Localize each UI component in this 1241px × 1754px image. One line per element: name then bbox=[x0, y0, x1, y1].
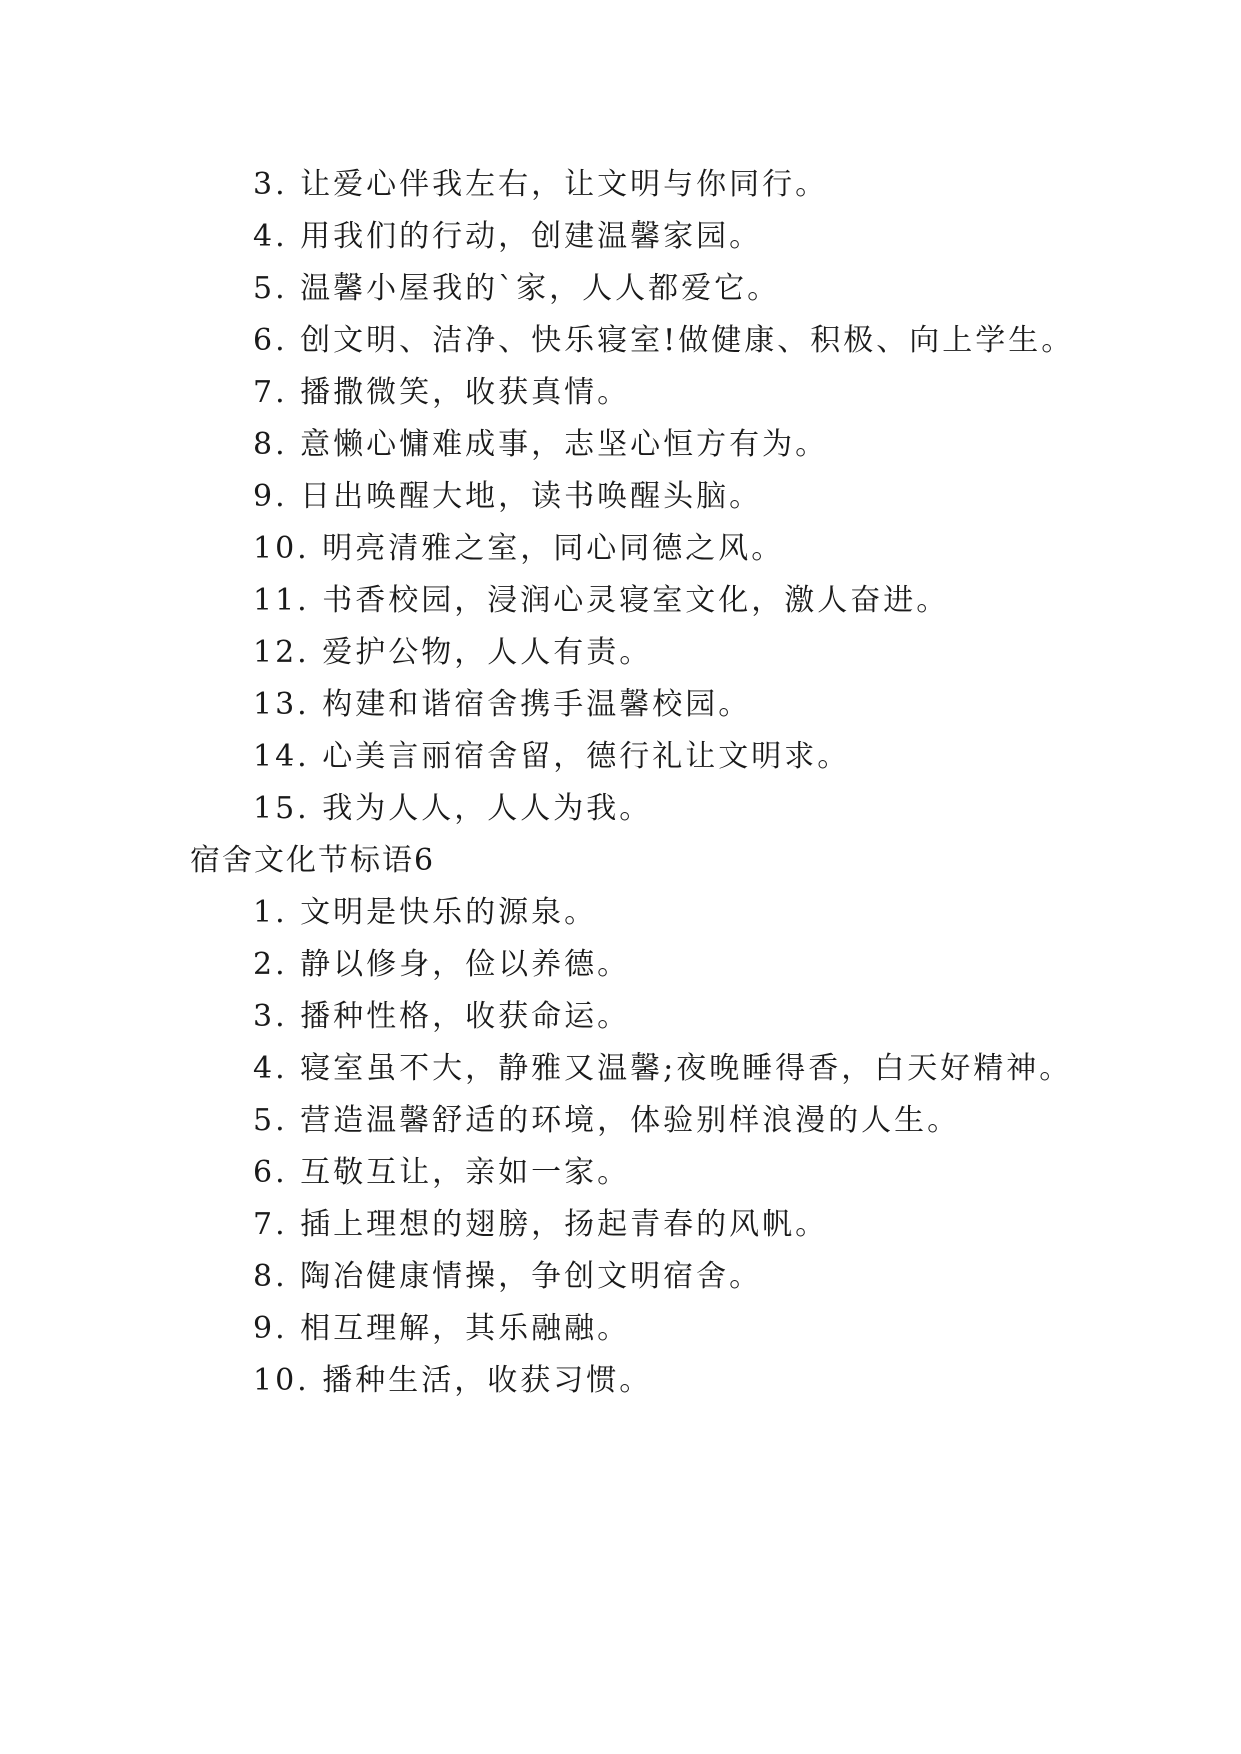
slogan-line: 12. 爱护公物，人人有责。 bbox=[253, 635, 653, 670]
slogan-line: 2. 静以修身，俭以养德。 bbox=[253, 947, 631, 982]
slogan-line: 15. 我为人人，人人为我。 bbox=[253, 791, 653, 826]
slogan-line: 4. 寝室虽不大，静雅又温馨;夜晚睡得香，白天好精神。 bbox=[253, 1051, 1073, 1086]
slogan-line: 8. 意懒心慵难成事，志坚心恒方有为。 bbox=[253, 427, 829, 462]
slogan-line: 6. 创文明、洁净、快乐寝室!做健康、积极、向上学生。 bbox=[253, 323, 1075, 358]
slogan-line: 8. 陶冶健康情操，争创文明宿舍。 bbox=[253, 1259, 763, 1294]
slogan-line: 1. 文明是快乐的源泉。 bbox=[253, 895, 598, 930]
slogan-line: 11. 书香校园，浸润心灵寝室文化，激人奋进。 bbox=[253, 583, 950, 618]
slogan-line: 10. 播种生活，收获习惯。 bbox=[253, 1363, 653, 1398]
slogan-line: 7. 插上理想的翅膀，扬起青春的风帆。 bbox=[253, 1207, 829, 1242]
slogan-line: 7. 播撒微笑，收获真情。 bbox=[253, 375, 631, 410]
slogan-line: 3. 播种性格，收获命运。 bbox=[253, 999, 631, 1034]
slogan-line: 5. 营造温馨舒适的环境，体验别样浪漫的人生。 bbox=[253, 1103, 961, 1138]
slogan-line: 5. 温馨小屋我的`家，人人都爱它。 bbox=[253, 271, 781, 306]
slogan-line: 14. 心美言丽宿舍留，德行礼让文明求。 bbox=[253, 739, 851, 774]
slogan-line: 9. 相互理解，其乐融融。 bbox=[253, 1311, 631, 1346]
slogan-line: 10. 明亮清雅之室，同心同德之风。 bbox=[253, 531, 785, 566]
slogan-line: 3. 让爱心伴我左右，让文明与你同行。 bbox=[253, 167, 829, 202]
slogan-line: 9. 日出唤醒大地，读书唤醒头脑。 bbox=[253, 479, 763, 514]
section-heading: 宿舍文化节标语6 bbox=[190, 843, 436, 878]
slogan-line: 13. 构建和谐宿舍携手温馨校园。 bbox=[253, 687, 752, 722]
slogan-line: 4. 用我们的行动，创建温馨家园。 bbox=[253, 219, 763, 254]
slogan-line: 6. 互敬互让，亲如一家。 bbox=[253, 1155, 631, 1190]
